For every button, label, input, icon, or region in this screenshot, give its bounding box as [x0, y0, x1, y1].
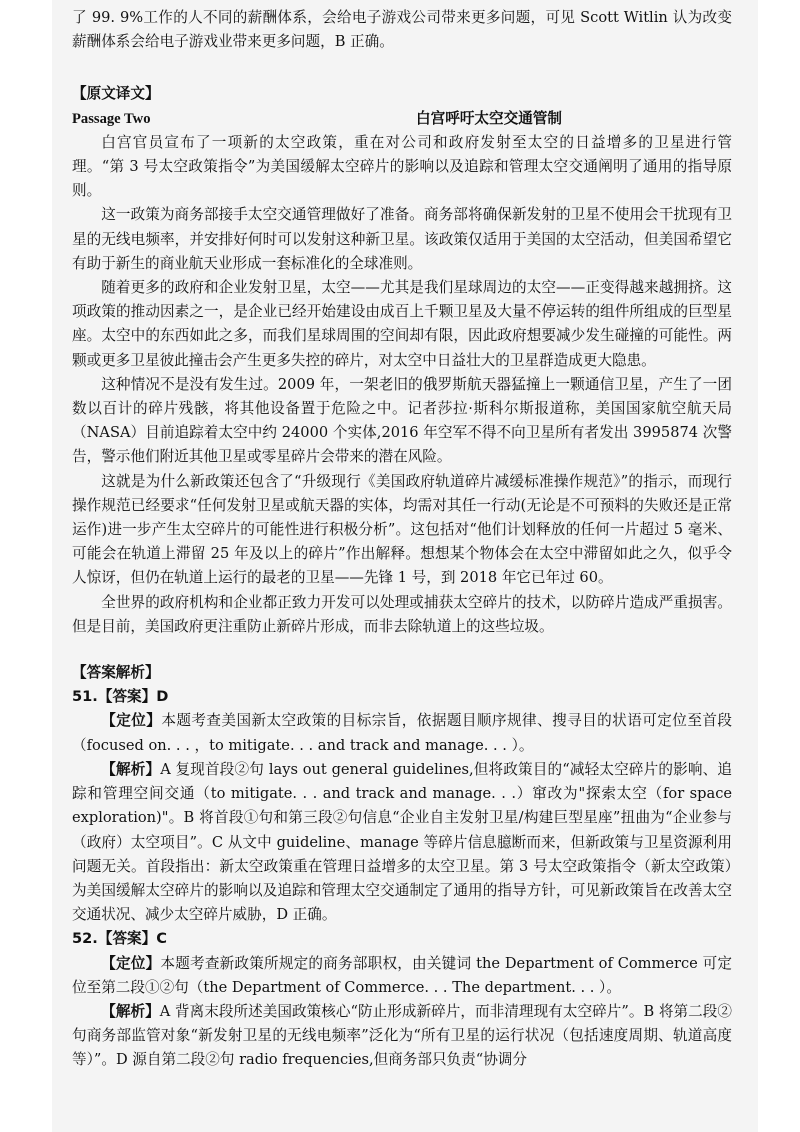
passage-title: 白宫呼吁太空交通管制: [416, 109, 562, 127]
q52-locate-tag: 【定位】: [101, 954, 161, 972]
passage-label: Passage Two: [72, 110, 151, 127]
q52-analysis-tag: 【解析】: [101, 1002, 160, 1020]
q52-answer: 52.【答案】C: [72, 930, 167, 948]
translation-heading: 【原文译文】: [72, 85, 160, 103]
passage-header: [72, 107, 732, 131]
translation-paragraph-5: 这就是为什么新政策还包含了“升级现行《美国政府轨道碎片减缓标准操作规范》”的指示，而现行操作规范已经要求“任何发射卫星或航天器的实体，均需对其任一行动(无论是不可预料的失败还是正常运作)进一步产生太空碎片的可能性进行积极分析”。这包括对“他们计划释放的任何一片超过 5 毫米、可能会在轨道上滞留 25 年及以上的碎片”作出解释。想想某个物体会在太空中滞留如此之久，似乎令人惊讶，但仍在轨道上运行的最老的卫星——先锋 1 号，到 2018 年它已年过 60。: [72, 472, 732, 587]
q51-analysis: [72, 758, 732, 927]
q51-analysis-text: A 复现首段②句 lays out general guidelines,但将政策目的“减轻太空碎片的影响、追踪和管理空间交通（to mitigate. . . and track and manage. . .）窜改为"探索太空（for space exploration)"。B 将首段①句和第三段②句信息“企业自主发射卫星/构建巨型星座”扭曲为“企业参与（政府）太空项目”。C 从文中 guideline、manage 等碎片信息臆断而来，但新政策与卫星资源利用问题无关。首段指出：新太空政策重在管理日益增多的太空卫星。第 3 号太空政策指令（新太空政策）为美国缓解太空碎片的影响以及追踪和管理太空交通制定了通用的指导方针，可见新政策旨在改善太空交通状况、减少太空碎片威胁，D 正确。: [72, 760, 732, 924]
translation-paragraph-2: 这一政策为商务部接手太空交通管理做好了准备。商务部将确保新发射的卫星不使用会干扰现有卫星的无线电频率，并安排好何时可以发射这种新卫星。该政策仅适用于美国的太空活动，但美国希望它有助于新生的商业航天业形成一套标准化的全球准则。: [72, 206, 732, 272]
q51-locate-tag: 【定位】: [101, 712, 162, 730]
q51-locate-text: 本题考查美国新太空政策的目标宗旨，依据题目顺序规律、搜寻目的状语可定位至首段（focused on. . . ，to mitigate. . . and track and manage. . . ）。: [72, 712, 732, 754]
translation-paragraph-4: 这种情况不是没有发生过。2009 年，一架老旧的俄罗斯航天器猛撞上一颗通信卫星，产生了一团数以百计的碎片残骸，将其他设备置于危险之中。记者莎拉·斯科尔斯报道称，美国国家航空航天局（NASA）目前追踪着太空中约 24000 个实体,2016 年空军不得不向卫星所有者发出 3995874 次警告，警示他们附近其他卫星或零星碎片会带来的潜在风险。: [72, 375, 732, 466]
q52-analysis: [72, 1000, 732, 1073]
translation-paragraph-1: 白宫官员宣布了一项新的太空政策，重在对公司和政府发射至太空的日益增多的卫星进行管理。“第 3 号太空政策指令”为美国缓解太空碎片的影响以及追踪和管理太空交通阐明了通用的指导原则。: [72, 133, 732, 200]
q51-locate: [72, 709, 732, 757]
document-content: [72, 6, 732, 1073]
q52-analysis-text: A 背离末段所述美国政策核心“防止形成新碎片，而非清理现有太空碎片”。B 将第二段②句商务部监管对象“新发射卫星的无线电频率”泛化为“所有卫星的运行状况（包括速度周期、轨道高度等）”。D 源自第二段②句 radio frequencies,但商务部只负责“协调分: [72, 1002, 732, 1069]
q52-locate: [72, 952, 732, 1000]
translation-paragraph-3: 随着更多的政府和企业发射卫星，太空——尤其是我们星球周边的太空——正变得越来越拥挤。这项政策的推动因素之一，是企业已经开始建设由成百上千颗卫星及大量不停运转的组件所组成的巨型星座。太空中的东西如此之多，而我们星球周围的空间却有限，因此政府想要减少发生碰撞的可能性。两颗或更多卫星彼此撞击会产生更多失控的碎片，对太空中日益壮大的卫星群造成更大隐患。: [72, 279, 732, 369]
q51-answer: 51.【答案】D: [72, 688, 169, 706]
q52-locate-text: 本题考查新政策所规定的商务部职权，由关键词 the Department of Commerce 可定位至第二段①②句（the Department of Commerce. . . The department. . . ）。: [72, 954, 732, 996]
translation-paragraph-6: 全世界的政府机构和企业都正致力开发可以处理或捕获太空碎片的技术，以防碎片造成严重损害。但是目前，美国政府更注重防止新碎片形成，而非去除轨道上的这些垃圾。: [72, 593, 732, 635]
analysis-heading: 【答案解析】: [72, 664, 160, 682]
q51-analysis-tag: 【解析】: [101, 760, 161, 778]
continued-paragraph: 了 99. 9%工作的人不同的薪酬体系，会给电子游戏公司带来更多问题，可见 Scott Witlin 认为改变薪酬体系会给电子游戏业带来更多问题，B 正确。: [72, 9, 732, 51]
